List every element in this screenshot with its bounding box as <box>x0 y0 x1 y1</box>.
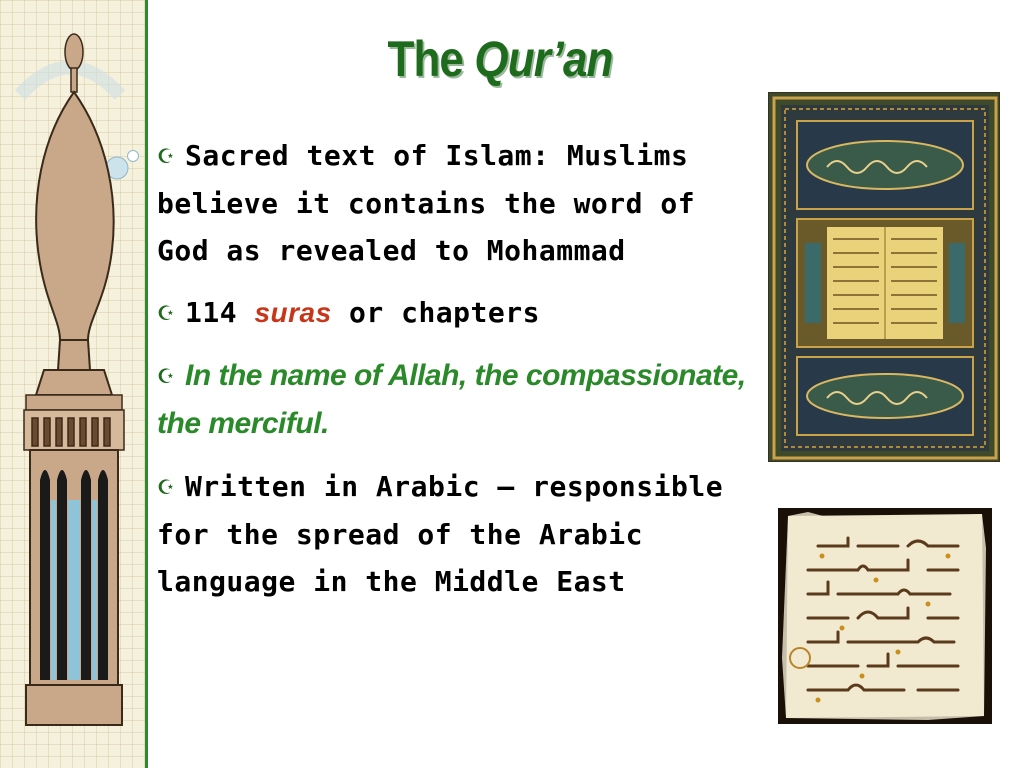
page-title <box>192 30 808 88</box>
bullet-suffix: or chapters <box>349 296 540 329</box>
bullet-item <box>157 289 762 337</box>
crescent-star-icon: ☪ <box>157 144 176 168</box>
illuminated-quran-page-image <box>768 92 1000 462</box>
crescent-star-icon: ☪ <box>157 301 176 325</box>
bullet-item <box>157 352 762 448</box>
kufic-manuscript-image <box>778 508 992 724</box>
bullet-text: Sacred text of Islam: Muslims believe it contains the word of God as revealed to Mohammad <box>157 139 696 267</box>
ring-ornament <box>127 150 139 162</box>
title-prefix: The <box>387 31 464 87</box>
divider-rule <box>145 0 148 768</box>
title-emphasis: Qur’an <box>474 31 613 87</box>
bullet-item <box>157 463 762 605</box>
bullet-list <box>157 132 762 620</box>
bullet-item <box>157 132 762 274</box>
minaret-illustration <box>0 0 145 768</box>
quote-text: In the name of Allah, the compassionate, the merciful. <box>157 359 746 440</box>
crescent-star-icon: ☪ <box>157 475 176 499</box>
bullet-prefix: 114 <box>185 296 238 329</box>
bullet-text: Written in Arabic – responsible for the spread of the Arabic language in the Middle East <box>157 470 724 598</box>
suras-highlight: suras <box>254 297 332 328</box>
crescent-star-icon: ☪ <box>157 364 175 388</box>
